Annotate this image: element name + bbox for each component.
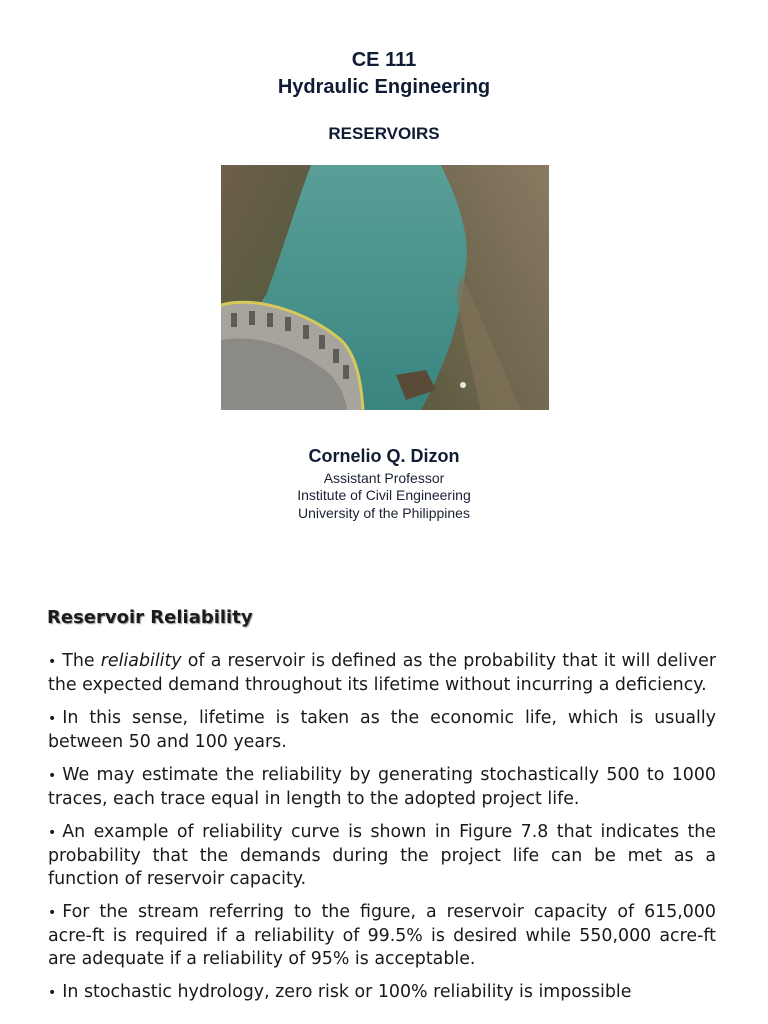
author-title: Assistant Professor [323,470,445,486]
bullet-item: • For the stream referring to the figure, a reservoir capacity of 615,000 acre-ft is required if a reliability of 99.5% is desired while 550,000 acre-ft are adequate if a reliability of 95% is acceptable. [48,902,716,969]
bullet-item: • In this sense, lifetime is taken as the economic life, which is usually between 50 and 100 years. [48,708,716,752]
author-name: Cornelio Q. Dizon [308,446,460,466]
page-title: RESERVOIRS [328,124,440,143]
bullet-dot-icon: • [48,985,57,1001]
bullet-item: • An example of reliability curve is shown in Figure 7.8 that indicates the probability that the demands during the project life can be met as a function of reservoir capacity. [48,822,716,889]
bullet-dot-icon: • [48,654,57,670]
bullet-dot-icon: • [48,768,57,784]
bullet-list [48,650,716,1015]
course-name: Hydraulic Engineering [277,76,491,98]
course-code: CE 111 [351,49,417,71]
bullet-item: • We may estimate the reliability by generating stochastically 500 to 1000 traces, each trace equal in length to the adopted project life. [48,765,716,809]
bullet-dot-icon: • [48,905,57,921]
bullet-item: • The reliability of a reservoir is defined as the probability that it will deliver the expected demand throughout its lifetime without incurring a deficiency. [48,651,716,695]
bullet-item: • In stochastic hydrology, zero risk or 100% reliability is impossible [48,982,632,1002]
reservoir-photo-icon [221,165,549,410]
reservoir-dam-photo [221,165,549,410]
bullet-dot-icon: • [48,825,57,841]
author-university: University of the Philippines [298,505,470,521]
author-institute: Institute of Civil Engineering [297,487,471,503]
section-heading: Reservoir Reliability [47,607,253,628]
bullet-dot-icon: • [48,711,57,727]
